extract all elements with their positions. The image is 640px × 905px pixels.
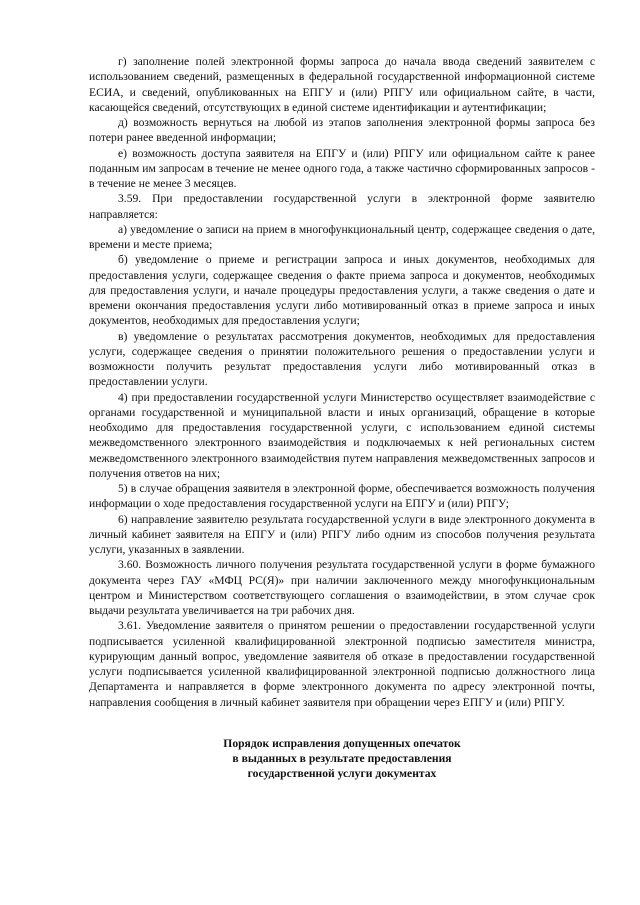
document-page bbox=[89, 54, 595, 781]
paragraph-6-result-delivery: 6) направление заявителю результата государственной услуги в виде электронного документа в личный кабинет заявителя на ЕПГУ и (или) РПГУ либо одним из способов получения результата услуги, указанных в заявлении. bbox=[89, 512, 595, 556]
paragraph-3-60: 3.60. Возможность личного получения результата государственной услуги в форме бумажного документа через ГАУ «МФЦ РС(Я)» при наличии заключенного между многофункциональным центром и Министерством соответствующего соглашения о взаимодействии, в этом случае срок выдачи результата увеличивается на три рабочих дня. bbox=[89, 558, 595, 617]
paragraph-3-61: 3.61. Уведомление заявителя о принятом решении о предоставлении государственной услуги подписывается усиленной квалифицированной электронной подписью заместителя министра, курирующим данный вопрос, уведомление заявителя об отказе в предоставлении государственной услуги подписывается усиленной квалифицированной электронной подписью должностного лица Департамента и направляется в форме электронного документа по адресу электронной почты, направления сообщения в личный кабинет заявителя при обращении через ЕПГУ и (или) РПГУ. bbox=[89, 619, 595, 709]
paragraph-5-progress-info: 5) в случае обращения заявителя в электронной форме, обеспечивается возможность получения информации о ходе предоставления государственной услуги на ЕПГУ и (или) РПГУ; bbox=[89, 482, 595, 511]
paragraph-a-appointment-notice: а) уведомление о записи на прием в многофункциональный центр, содержащее сведения о дате, времени и месте приема; bbox=[89, 222, 595, 251]
section-heading-line-2: в выданных в результате предоставления bbox=[232, 751, 452, 765]
paragraph-3-59: 3.59. При предоставлении государственной услуги в электронной форме заявителю направляется: bbox=[89, 192, 595, 221]
section-heading-line-1: Порядок исправления допущенных опечаток bbox=[223, 736, 461, 750]
paragraph-b-registration-notice: б) уведомление о приеме и регистрации запроса и иных документов, необходимых для предоставления услуги, содержащее сведения о факте приема запроса и документов, необходимых для предоставления услуги, и начале процедуры предоставления услуги, а также сведения о дате и времени окончания предоставления услуги либо мотивированный отказ в приеме запроса и иных документов, необходимых для предоставления услуги; bbox=[89, 253, 595, 328]
paragraph-v-results-notice: в) уведомление о результатах рассмотрения документов, необходимых для предоставления услуги, содержащее сведения о принятии положительного решения о предоставлении услуги и возможности получить результат предоставления услуги либо мотивированный отказ в предоставлении услуги. bbox=[89, 329, 595, 389]
paragraph-4-interaction: 4) при предоставлении государственной услуги Министерство осуществляет взаимодействие с органами государственной и муниципальной власти и иных организаций, обращение в которые необходимо для предоставления государственной услуги, с использованием единой системы межведомственного электронного взаимодействия и подключаемых к ней региональных систем межведомственного электронного взаимодействия путем направления межведомственных запросов и получения ответов на них; bbox=[89, 390, 595, 480]
paragraph-d-return-to-step: д) возможность вернуться на любой из этапов заполнения электронной формы запроса без потери ранее введенной информации; bbox=[89, 116, 595, 145]
section-heading-line-3: государственной услуги документах bbox=[247, 766, 437, 780]
paragraph-g-form-fields: г) заполнение полей электронной формы запроса до начала ввода сведений заявителем с использованием сведений, размещенных в федеральной государственной информационной системе ЕСИА, и сведений, опубликованных на ЕПГУ и (или) РПГУ или официальном сайте, в части, касающейся сведений, отсутствующих в единой системе идентификации и аутентификации; bbox=[89, 55, 595, 114]
section-heading bbox=[89, 736, 595, 781]
paragraph-e-access-requests: е) возможность доступа заявителя на ЕПГУ и (или) РПГУ или официальном сайте к ранее поданным им запросам в течение не менее одного года, а также частично сформированных запросов - в течение не менее 3 месяцев. bbox=[89, 146, 595, 190]
